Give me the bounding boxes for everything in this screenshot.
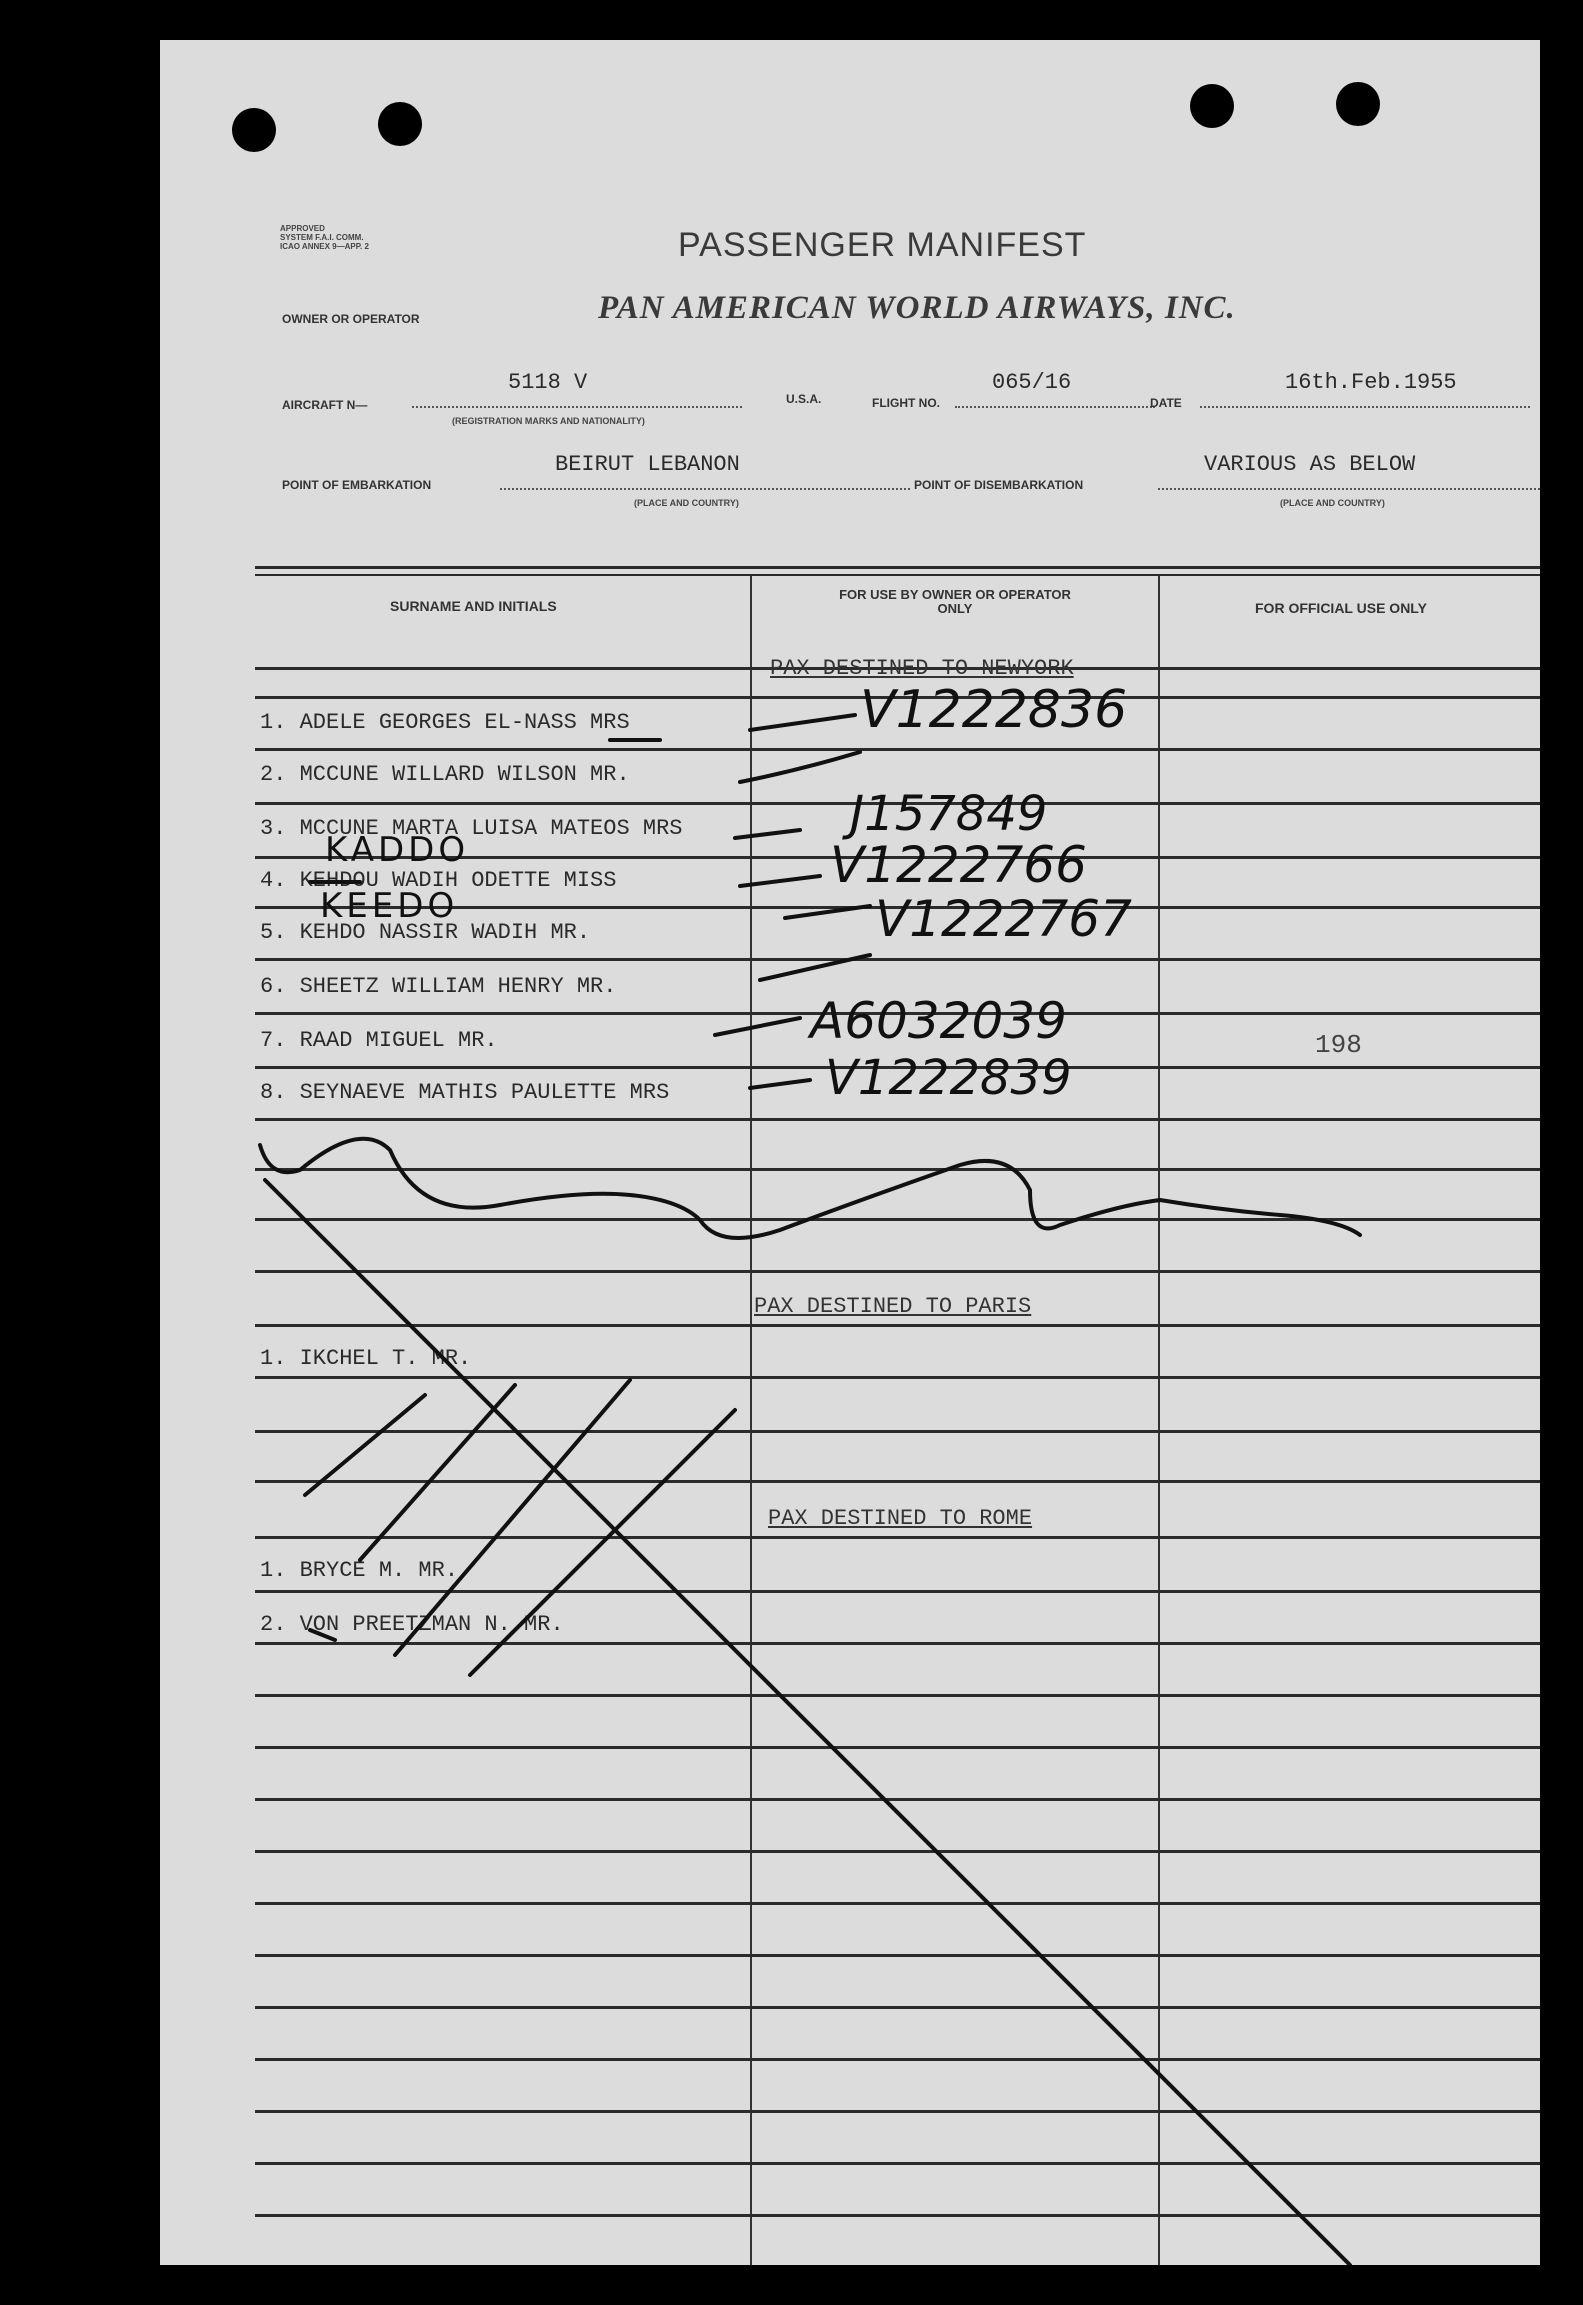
column-header-surname: SURNAME AND INITIALS	[390, 598, 557, 614]
check-mark	[715, 1018, 800, 1035]
aircraft-label: AIRCRAFT N—	[282, 398, 368, 412]
owner-label: OWNER OR OPERATOR	[282, 312, 420, 326]
passenger-name: 1. IKCHEL T. MR.	[260, 1346, 472, 1371]
passenger-name: 5. KEHDO NASSIR WADIH MR.	[260, 920, 591, 945]
handwritten-doc-number: V1222766	[830, 836, 1087, 894]
check-mark	[740, 876, 820, 886]
handwritten-name-correction: KADDO	[325, 830, 470, 870]
destination-heading-newyork: PAX DESTINED TO NEWYORK	[770, 656, 1074, 681]
hatch-line	[470, 1410, 735, 1675]
page-title: PASSENGER MANIFEST	[678, 226, 1087, 264]
passenger-name: 8. SEYNAEVE MATHIS PAULETTE MRS	[260, 1080, 670, 1105]
passenger-name: 1. BRYCE M. MR.	[260, 1558, 459, 1583]
flight-label: FLIGHT NO.	[872, 396, 940, 410]
check-mark	[735, 830, 800, 838]
passenger-name: 7. RAAD MIGUEL MR.	[260, 1028, 498, 1053]
handwritten-doc-number: V1222839	[825, 1050, 1072, 1106]
approval-line: APPROVED	[280, 224, 325, 233]
flight-value: 065/16	[992, 370, 1072, 395]
destination-heading-rome: PAX DESTINED TO ROME	[768, 1506, 1033, 1531]
disembark-label: POINT OF DISEMBARKATION	[914, 478, 1084, 492]
embark-label: POINT OF EMBARKATION	[282, 478, 432, 492]
check-mark	[760, 955, 870, 980]
handwritten-doc-number: V1222767	[875, 890, 1132, 948]
aircraft-value: 5118 V	[508, 370, 588, 395]
handwritten-doc-number: A6032039	[810, 992, 1067, 1050]
passenger-name: 2. MCCUNE WILLARD WILSON MR.	[260, 762, 630, 787]
hatch-line	[310, 1630, 335, 1640]
manifest-sheet	[160, 40, 1540, 2265]
country-label: U.S.A.	[786, 392, 822, 406]
disembark-caption: (PLACE AND COUNTRY)	[1280, 498, 1385, 508]
check-mark	[785, 906, 870, 918]
hatch-line	[360, 1385, 515, 1560]
pen-strokes	[160, 40, 1540, 2265]
cancel-wave	[260, 1139, 1360, 1238]
passenger-name: 1. ADELE GEORGES EL-NASS MRS	[260, 710, 630, 735]
operator-name: PAN AMERICAN WORLD AIRWAYS, INC.	[598, 290, 1236, 326]
official-mark: 198	[1315, 1030, 1362, 1060]
passenger-name: 3. MCCUNE MARTA LUISA MATEOS MRS	[260, 816, 683, 841]
check-mark	[740, 752, 860, 782]
check-mark	[750, 715, 855, 730]
date-label: DATE	[1150, 396, 1182, 410]
date-value: 16th.Feb.1955	[1285, 370, 1457, 395]
check-mark	[750, 1080, 810, 1088]
approval-line: SYSTEM F.A.I. COMM.	[280, 233, 364, 242]
hatch-line	[305, 1395, 425, 1495]
passenger-name: 2. VON PREETZMAN N. MR.	[260, 1612, 564, 1637]
passenger-name: 4. KEHDOU WADIH ODETTE MISS	[260, 868, 617, 893]
handwritten-name-correction: KEEDO	[320, 886, 459, 926]
cancel-diagonal	[265, 1180, 1350, 2265]
embark-value: BEIRUT LEBANON	[555, 452, 740, 477]
disembark-value: VARIOUS AS BELOW	[1204, 452, 1416, 477]
owner-use-text: FOR USE BY OWNER OR OPERATOR ONLY	[839, 587, 1071, 616]
approval-line: ICAO ANNEX 9—APP. 2	[280, 242, 369, 251]
handwritten-doc-number: V1222836	[860, 680, 1128, 740]
passenger-name: 6. SHEETZ WILLIAM HENRY MR.	[260, 974, 617, 999]
embark-caption: (PLACE AND COUNTRY)	[634, 498, 739, 508]
destination-heading-paris: PAX DESTINED TO PARIS	[754, 1294, 1032, 1319]
registration-caption: (REGISTRATION MARKS AND NATIONALITY)	[452, 416, 645, 426]
handwritten-doc-number: J157849	[850, 786, 1048, 842]
hatch-line	[395, 1380, 630, 1655]
column-header-official: FOR OFFICIAL USE ONLY	[1255, 600, 1427, 616]
